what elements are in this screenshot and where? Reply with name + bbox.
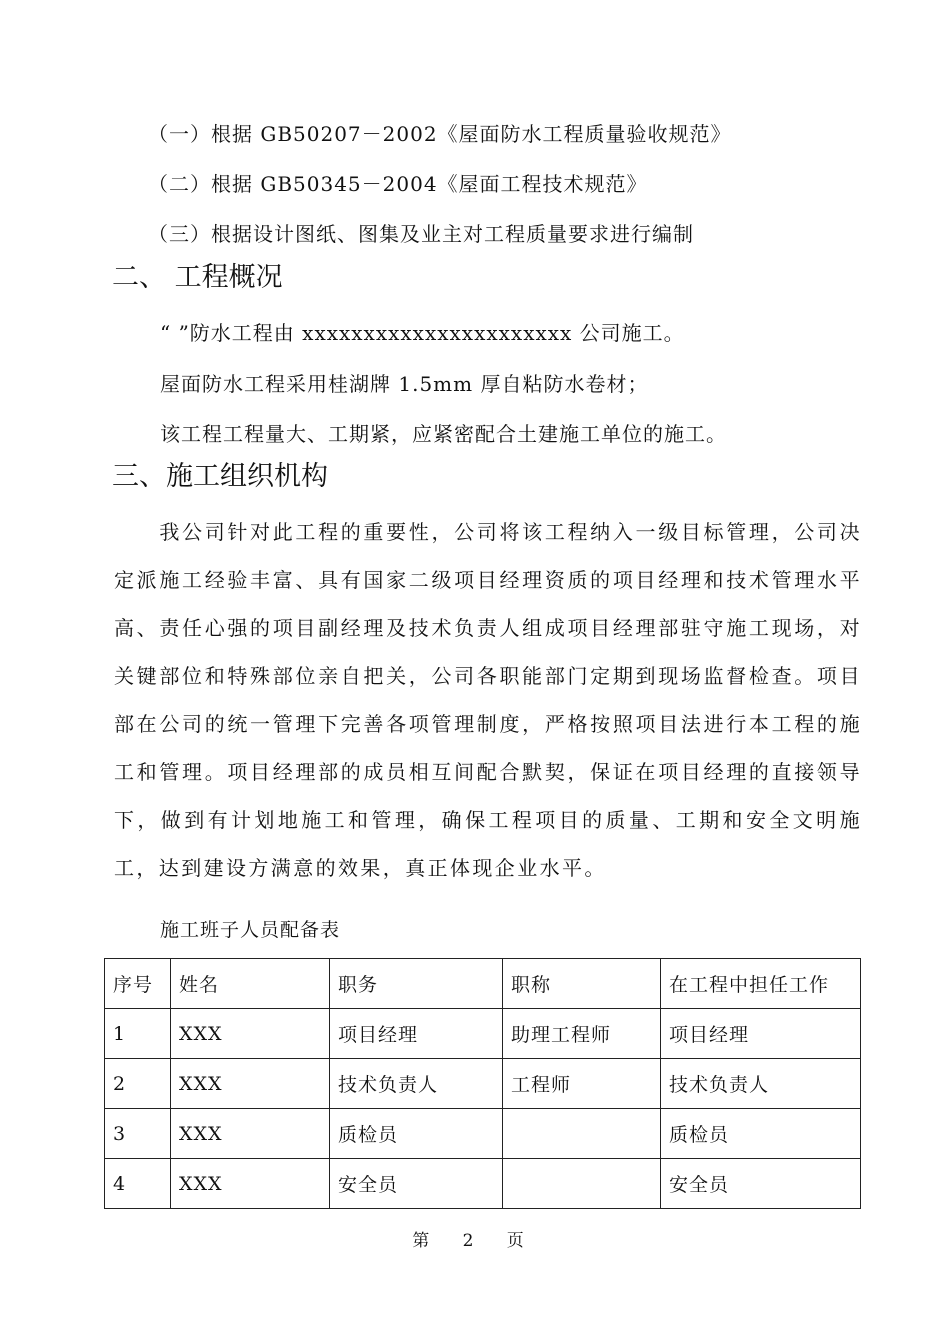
basis-item-2: （二）根据 GB50345－2004《屋面工程技术规范》 <box>148 172 648 196</box>
table-cell: 1 <box>105 1009 171 1059</box>
table-cell: 质检员 <box>330 1109 503 1159</box>
section-heading-overview: 二、 工程概况 <box>112 262 283 293</box>
table-cell: 质检员 <box>661 1109 861 1159</box>
overview-line-2: 屋面防水工程采用桂湖牌 1.5mm 厚自粘防水卷材； <box>160 372 649 396</box>
table-row <box>105 1009 861 1059</box>
basis-item-3: （三）根据设计图纸、图集及业主对工程质量要求进行编制 <box>148 222 694 246</box>
organization-paragraph: 我公司针对此工程的重要性，公司将该工程纳入一级目标管理，公司决定派施工经验丰富、具有国家二级项目经理资质的项目经理和技术管理水平高、责任心强的项目副经理及技术负责人组成项目经理部驻守施工现场，对关键部位和特殊部位亲自把关，公司各职能部门定期到现场监督检查。项目部在公司的统一管理下完善各项管理制度，严格按照项目法进行本工程的施工和管理。项目经理部的成员相互间配合默契，保证在项目经理的直接领导下，做到有计划地施工和管理，确保工程项目的质量、工期和安全文明施工，达到建设方满意的效果，真正体现企业水平。 <box>114 520 862 880</box>
page-number: 第 2 页 <box>412 1231 538 1251</box>
table-cell: XXX <box>171 1009 330 1059</box>
table-cell: 项目经理 <box>330 1009 503 1059</box>
table-cell: 项目经理 <box>661 1009 861 1059</box>
table-header-cell: 在工程中担任工作 <box>661 959 861 1009</box>
overview-line-1: “ ”防水工程由 xxxxxxxxxxxxxxxxxxxxxx 公司施工。 <box>160 321 685 345</box>
table-cell: XXX <box>171 1109 330 1159</box>
table-cell: 助理工程师 <box>503 1009 661 1059</box>
organization-paragraph-wrap <box>114 508 862 892</box>
table-header-cell: 职称 <box>503 959 661 1009</box>
table-cell: XXX <box>171 1159 330 1209</box>
table-header-cell: 姓名 <box>171 959 330 1009</box>
table-row <box>105 1059 861 1109</box>
table-row <box>105 1109 861 1159</box>
table-cell: 安全员 <box>661 1159 861 1209</box>
table-header-row <box>105 959 861 1009</box>
table-caption: 施工班子人员配备表 <box>160 919 341 941</box>
table-cell: 技术负责人 <box>330 1059 503 1109</box>
table-header-cell: 序号 <box>105 959 171 1009</box>
table-cell: 技术负责人 <box>661 1059 861 1109</box>
table-cell: 工程师 <box>503 1059 661 1109</box>
table-cell: XXX <box>171 1059 330 1109</box>
table-cell <box>503 1159 661 1209</box>
table-cell: 安全员 <box>330 1159 503 1209</box>
basis-item-1: （一）根据 GB50207－2002《屋面防水工程质量验收规范》 <box>148 122 732 146</box>
table-cell <box>503 1109 661 1159</box>
section-heading-organization: 三、施工组织机构 <box>112 461 328 492</box>
overview-line-3: 该工程工程量大、工期紧，应紧密配合土建施工单位的施工。 <box>160 422 727 446</box>
table-cell: 3 <box>105 1109 171 1159</box>
table-row <box>105 1159 861 1209</box>
table-cell: 2 <box>105 1059 171 1109</box>
table-cell: 4 <box>105 1159 171 1209</box>
table-header-cell: 职务 <box>330 959 503 1009</box>
staff-table <box>104 958 861 1209</box>
